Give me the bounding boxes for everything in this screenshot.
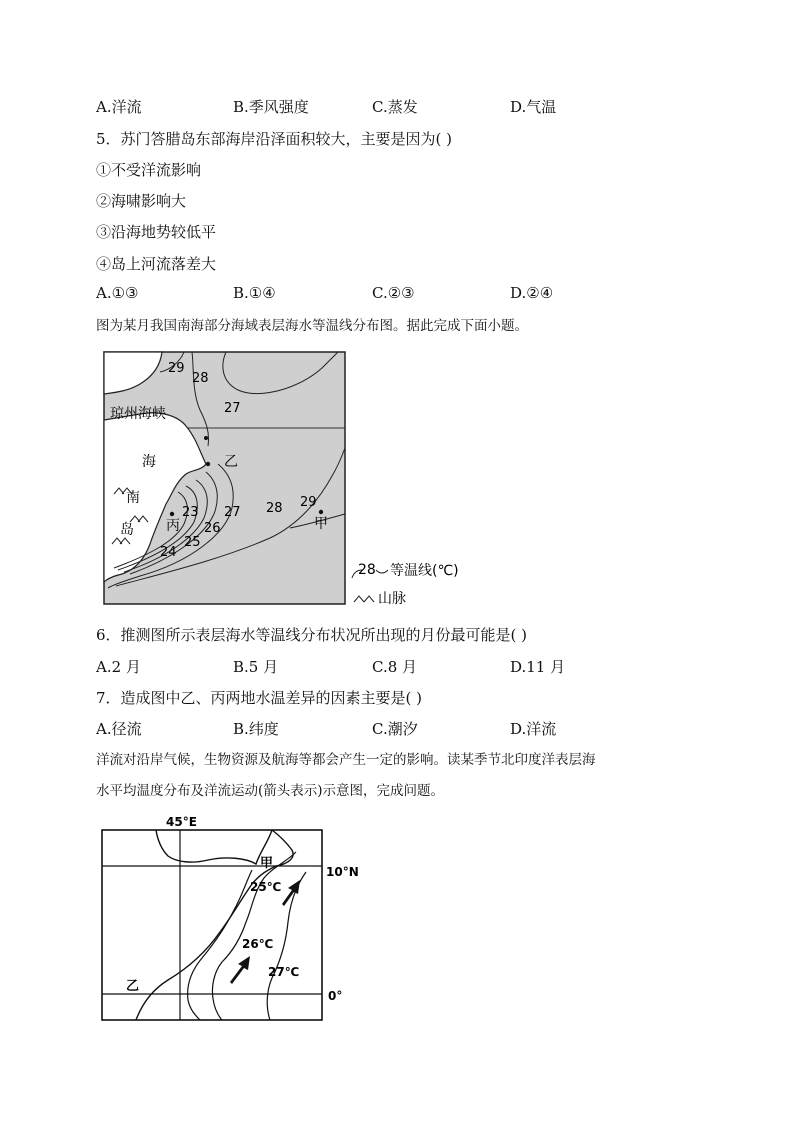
q6-option-c[interactable]: C.8 月 (372, 658, 418, 676)
label-dao: 岛 (120, 522, 134, 538)
legend-mountain-icon (354, 596, 374, 602)
q5-item-3: ③沿海地势较低平 (96, 223, 217, 241)
legend-isotherm-value: 28 (358, 562, 376, 578)
q4-option-d[interactable]: D.气温 (510, 98, 557, 116)
isotherm-value: 24 (160, 545, 177, 560)
label-bing: 丙 (166, 518, 180, 534)
q5-option-c[interactable]: C.②③ (372, 284, 415, 302)
q6-option-a[interactable]: A.2 月 (96, 658, 141, 676)
q5-stem: 5．苏门答腊岛东部海岸沿泽面积较大，主要是因为( ) (96, 130, 453, 148)
label-nan: 南 (126, 490, 140, 506)
coast-point (204, 436, 208, 440)
isotherm-map (100, 348, 480, 610)
label-temp-25: 25℃ (250, 880, 282, 894)
q5-option-b[interactable]: B.①④ (233, 284, 276, 302)
point-bing (170, 512, 174, 516)
isotherm-value: 23 (182, 505, 199, 520)
legend-mountain-label: 山脉 (378, 591, 406, 607)
q6-option-b[interactable]: B.5 月 (233, 658, 279, 676)
label-yi: 乙 (126, 979, 140, 994)
q7-option-a[interactable]: A.径流 (96, 720, 142, 738)
map-legend (352, 562, 459, 607)
label-jia: 甲 (314, 516, 328, 532)
label-yi: 乙 (224, 454, 238, 470)
q6-option-d[interactable]: D.11 月 (510, 658, 566, 676)
label-temp-26: 26℃ (242, 937, 274, 951)
q4-option-c[interactable]: C.蒸发 (372, 98, 418, 116)
intro-indian-ocean-line-1: 洋流对沿岸气候，生物资源及航海等都会产生一定的影响。读某季节北印度洋表层海 (96, 752, 596, 768)
q4-option-a[interactable]: A.洋流 (96, 98, 142, 116)
q7-stem: 7．造成图中乙、丙两地水温差异的因素主要是( ) (96, 689, 423, 707)
label-hai: 海 (142, 454, 156, 470)
isotherm-value: 29 (168, 361, 185, 376)
point-jia (319, 510, 323, 514)
q5-option-a[interactable]: A.①③ (96, 284, 139, 302)
label-lat-0: 0° (328, 989, 343, 1003)
intro-south-china-sea: 图为某月我国南海部分海域表层海水等温线分布图。据此完成下面小题。 (96, 318, 528, 334)
isotherm-value: 28 (192, 371, 209, 386)
q5-option-d[interactable]: D.②④ (510, 284, 554, 302)
label-strait: 琼州海峡 (110, 406, 166, 422)
q5-item-1: ①不受洋流影响 (96, 161, 202, 179)
q6-stem: 6．推测图所示表层海水等温线分布状况所出现的月份最可能是( ) (96, 626, 528, 644)
q4-option-b[interactable]: B.季风强度 (233, 98, 309, 116)
legend-isotherm-label: 等温线(℃) (390, 563, 459, 579)
q7-option-c[interactable]: C.潮汐 (372, 720, 418, 738)
intro-indian-ocean-line-2: 水平均温度分布及洋流运动(箭头表示)示意图，完成问题。 (96, 783, 445, 799)
isotherm-value: 28 (266, 501, 283, 516)
isotherm-value: 29 (300, 495, 317, 510)
label-lon-45e: 45°E (166, 815, 197, 829)
isotherm-value: 27 (224, 505, 241, 520)
point-yi (206, 462, 210, 466)
q7-option-d[interactable]: D.洋流 (510, 720, 557, 738)
indian-ocean-map (96, 812, 366, 1028)
isotherm-value: 27 (224, 401, 241, 416)
isotherm-value: 25 (184, 535, 201, 550)
isotherm-value: 26 (204, 521, 221, 536)
label-temp-27: 27℃ (268, 965, 300, 979)
label-jia: 甲 (260, 856, 274, 871)
q5-item-4: ④岛上河流落差大 (96, 255, 217, 273)
label-lat-10n: 10°N (326, 865, 359, 879)
q5-item-2: ②海啸影响大 (96, 192, 187, 210)
q7-option-b[interactable]: B.纬度 (233, 720, 279, 738)
